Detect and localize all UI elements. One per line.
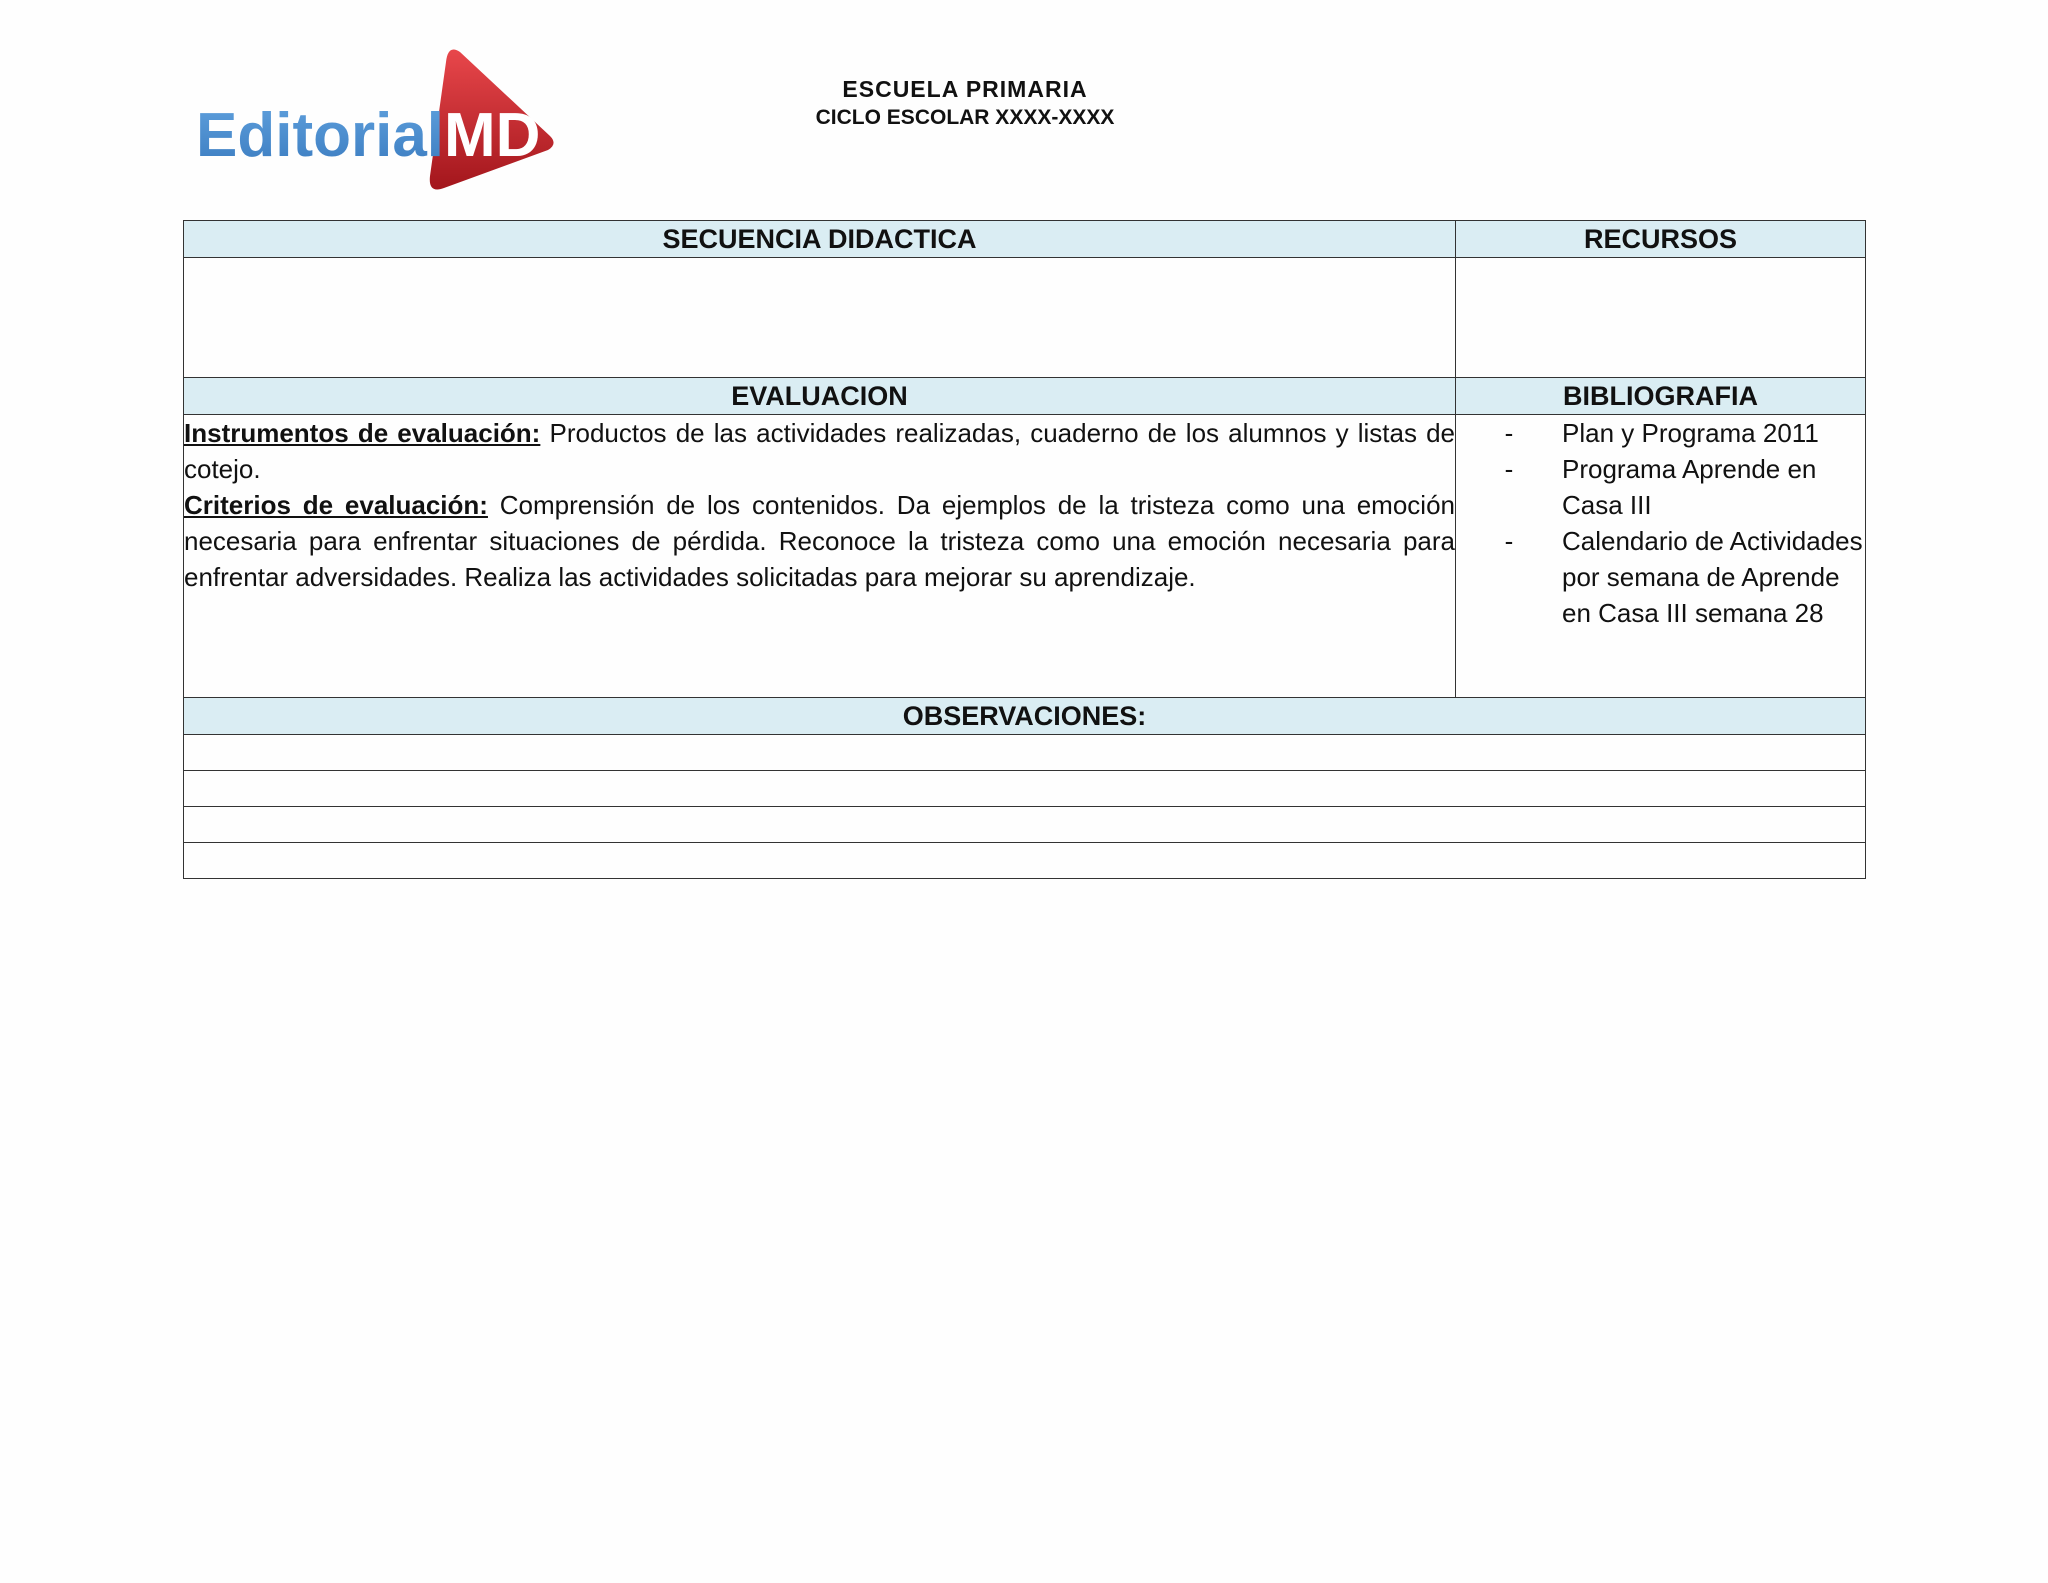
list-item-text: Programa Aprende en Casa III xyxy=(1562,454,1817,520)
evaluacion-header: EVALUACION xyxy=(184,378,1456,415)
document-header xyxy=(650,74,1280,132)
evaluacion-cell xyxy=(184,415,1456,698)
bibliografia-cell xyxy=(1456,415,1866,698)
recursos-header: RECURSOS xyxy=(1456,221,1866,258)
school-title: ESCUELA PRIMARIA xyxy=(842,76,1088,102)
svg-text:MD: MD xyxy=(444,101,541,170)
list-item xyxy=(1456,415,1865,451)
observaciones-line xyxy=(184,735,1866,771)
observaciones-line xyxy=(184,843,1866,879)
instrumentos-text: Productos de las actividades realizadas, cuaderno de los alumnos y listas de cotejo. xyxy=(184,418,1456,484)
secuencia-didactica-header: SECUENCIA DIDACTICA xyxy=(184,221,1456,258)
editorial-md-logo xyxy=(196,48,558,198)
observaciones-line xyxy=(184,771,1866,807)
logo-graphic xyxy=(196,48,558,198)
svg-text:Editorial: Editorial xyxy=(196,101,445,170)
observaciones-line xyxy=(184,807,1866,843)
list-item-text: Plan y Programa 2011 xyxy=(1562,418,1819,448)
recursos-cell xyxy=(1456,258,1866,378)
criterios-text: Comprensión de los contenidos. Da ejemplos de la tristeza como una emoción necesaria para enfrentar situaciones de pérdida. Reconoce la tristeza como una emoción necesaria para enfrentar adversidades. Realiza las actividades solicitadas para mejorar su aprendizaje. xyxy=(184,490,1455,592)
instrumentos-label: Instrumentos de evaluación: xyxy=(184,418,541,448)
list-item xyxy=(1456,451,1865,523)
school-cycle: CICLO ESCOLAR XXXX-XXXX xyxy=(815,106,1115,129)
list-item-text: Calendario de Actividades por semana de Aprende en Casa III semana 28 xyxy=(1562,526,1863,628)
secuencia-didactica-cell xyxy=(184,258,1456,378)
criterios-label: Criterios de evaluación: xyxy=(184,490,488,520)
list-bullet: - xyxy=(1504,418,1514,448)
list-item xyxy=(1456,523,1865,631)
lesson-plan-table xyxy=(183,220,1866,879)
list-bullet: - xyxy=(1504,454,1514,484)
bibliografia-list xyxy=(1456,415,1865,631)
list-bullet: - xyxy=(1504,526,1514,556)
bibliografia-header: BIBLIOGRAFIA xyxy=(1456,378,1866,415)
observaciones-header: OBSERVACIONES: xyxy=(184,698,1866,735)
